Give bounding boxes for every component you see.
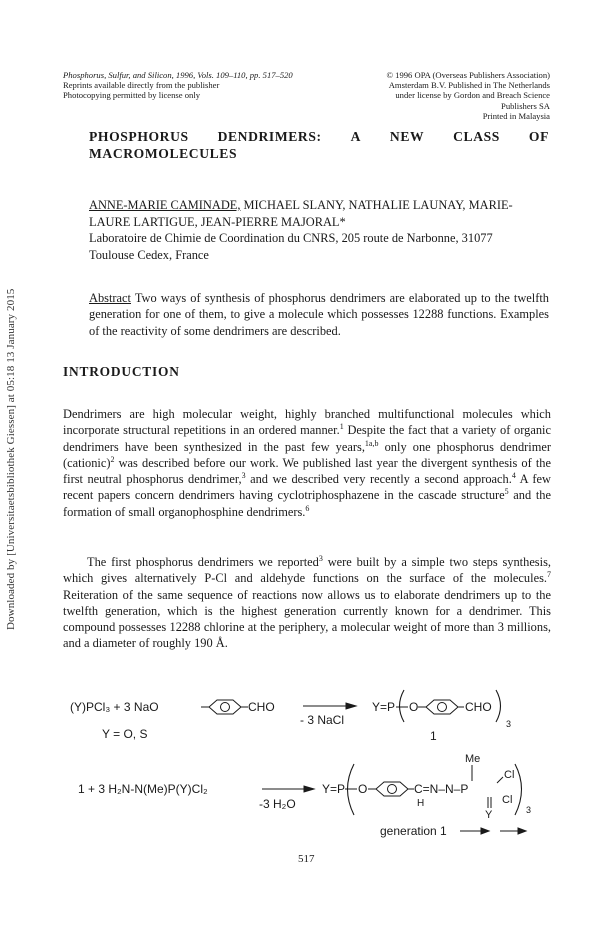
aldehyde-group: CHO xyxy=(465,700,492,714)
open-paren-icon xyxy=(400,690,405,722)
author-list-2: LAURE LARTIGUE, JEAN-PIERRE MAJORAL* xyxy=(89,214,346,229)
methyl-group: Me xyxy=(465,753,481,765)
corresponding-author: ANNE-MARIE CAMINADE, xyxy=(89,198,241,212)
text-run: A few recent papers concern dendrimers having cyclotriphosphazene in the cascade structure xyxy=(63,472,551,503)
download-watermark: Downloaded by [Universitaetsbibliothek Giessen] at 05:18 13 January 2015 xyxy=(5,288,17,630)
benzene-ring-icon xyxy=(201,700,248,714)
citation-ref: 1a,b xyxy=(364,438,379,448)
close-paren-icon xyxy=(496,690,501,722)
reaction-1 xyxy=(70,690,511,743)
byproduct-2: -3 H₂O xyxy=(259,797,296,811)
citation-ref: 3 xyxy=(318,553,323,563)
citation-ref: 1 xyxy=(339,422,344,432)
arrow-right-icon xyxy=(460,828,526,834)
citation-line: Reprints available directly from the publisher xyxy=(63,80,220,91)
abstract-text: Two ways of synthesis of phosphorus dendrimers are elaborated up to the twelfth generation for one of them, to give a molecule which possesses 12288 functions. Examples of the reactivity of some dendrimers are described. xyxy=(89,291,549,338)
reaction-2 xyxy=(78,753,531,838)
affiliation-line-2: Toulouse Cedex, France xyxy=(89,247,209,262)
text-run: was described before our work. We published last year the divergent synthesis of the first neutral phosphorus dendrimer, xyxy=(63,455,551,487)
title-word: PHOSPHORUS xyxy=(89,129,189,144)
text-run: and we described very recently a second approach. xyxy=(245,472,512,487)
copyright-line: Printed in Malaysia xyxy=(482,110,550,121)
section-heading: INTRODUCTION xyxy=(63,364,180,379)
citation-ref: 3 xyxy=(241,471,246,481)
reaction-arrow-icon xyxy=(262,786,314,792)
generation-label: generation 1 xyxy=(380,824,447,838)
title-word: DENDRIMERS: xyxy=(217,129,322,144)
aldehyde-group: CHO xyxy=(248,700,275,714)
product-core: Y=P xyxy=(372,700,396,714)
product-core: Y=P xyxy=(322,782,346,796)
compound-label: 1 xyxy=(430,729,437,743)
oxygen-atom: O xyxy=(358,782,368,796)
text-run: were built by a simple two steps synthesis, which gives alternatively P-Cl and aldehyde functions on the surface of the molecules. xyxy=(63,555,551,586)
abstract-label: Abstract xyxy=(89,291,131,305)
title-word: CLASS xyxy=(453,129,500,144)
page-number: 517 xyxy=(298,853,315,865)
text-run: only one phosphorus dendrimer (cationic) xyxy=(63,439,551,470)
copyright-line: Publishers SA xyxy=(501,100,550,111)
copyright-line: © 1996 OPA (Overseas Publishers Association) xyxy=(386,70,550,80)
citation-ref: 7 xyxy=(547,570,551,580)
citation-ref: 4 xyxy=(511,471,516,481)
text-run: Reiteration of the same sequence of reactions now allows us to elaborate dendrimers up to the twelfth generation, which is the highest generation currently known for a dendrimer. This compound possesses 12288 chlorine at the periphery, a molecular weight of more than 3 millions, and a diameter of roughly 190 Å. xyxy=(63,587,551,651)
hydrazone-chain: C=N–N–P xyxy=(414,782,469,796)
copyright-line: Amsterdam B.V. Published in The Netherlands xyxy=(388,80,550,91)
affiliation-line-1: Laboratoire de Chimie de Coordination du CNRS, 205 route de Narbonne, 31077 xyxy=(89,231,493,245)
close-paren-icon xyxy=(515,764,522,815)
title-line-2: MACROMOLECULES xyxy=(89,146,238,161)
chlorine-atom: Cl xyxy=(504,769,515,781)
y-atom: Y xyxy=(485,809,493,821)
text-run: Despite the fact that a variety of organic dendrimers have been synthesized in the past few years, xyxy=(63,423,551,454)
reactants-1: (Y)PCl₃ + 3 NaO xyxy=(70,700,159,714)
citation-ref: 5 xyxy=(504,487,509,497)
bond-line xyxy=(497,777,503,783)
title-word: OF xyxy=(528,129,549,144)
hydrogen-atom: H xyxy=(417,798,425,809)
text-run: Dendrimers are high molecular weight, highly branched multifunctional molecules which incorporate structural repetitions in an ordered manner. xyxy=(63,407,551,438)
title-word: A xyxy=(350,129,361,144)
byproduct-1: - 3 NaCl xyxy=(300,713,345,727)
benzene-ring-icon xyxy=(396,700,464,714)
multiplicity-subscript: 3 xyxy=(526,805,532,815)
benzene-ring-icon xyxy=(345,782,414,796)
citation-ref: 2 xyxy=(110,454,115,464)
text-run: The first phosphorus dendrimers we reported xyxy=(87,555,319,569)
author-list: MICHAEL SLANY, NATHALIE LAUNAY, MARIE- xyxy=(240,198,513,212)
citation-ref: 6 xyxy=(305,503,310,513)
citation-line: Phosphorus, Sulfur, and Silicon, 1996, Vols. 109–110, pp. 517–520 xyxy=(63,70,293,80)
chlorine-atom: Cl xyxy=(502,794,513,806)
oxygen-atom: O xyxy=(409,700,419,714)
citation-line: Photocopying permitted by license only xyxy=(63,90,201,101)
copyright-line: under license by Gordon and Breach Science xyxy=(395,90,550,101)
text-run: and the formation of small organophosphine dendrimers. xyxy=(63,488,551,519)
multiplicity-subscript: 3 xyxy=(506,719,512,729)
reaction-arrow-icon xyxy=(303,703,356,709)
reactants-2: 1 + 3 H₂N-N(Me)P(Y)Cl₂ xyxy=(78,782,208,796)
title-word: NEW xyxy=(389,129,425,144)
y-definition: Y = O, S xyxy=(102,727,148,741)
